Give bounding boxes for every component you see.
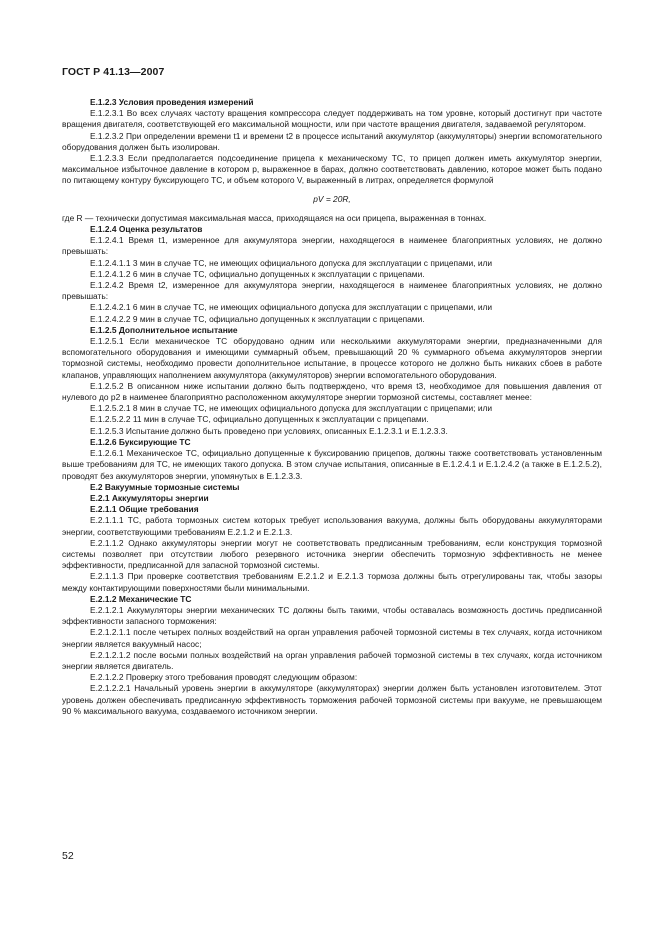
paragraph: E.2.1.2.2 Проверку этого требования проводят следующим образом: — [90, 672, 358, 683]
paragraph: где R — технически допустимая максимальная масса, приходящаяся на оси прицепа, выраженная в тоннах. — [62, 212, 487, 223]
paragraph: E.2.1.1.2 Однако аккумуляторы энергии могут не соответствовать предписанным требованиям, если конструкция тормозной системы позволяет при отсутствии любого резервного источника энергии обеспечить тормозную эффективность не менее эффективности, предписанной для запасной тормозной системы. — [62, 537, 602, 571]
document-body — [62, 97, 602, 717]
section-heading: E.2 Вакуумные тормозные системы — [90, 481, 240, 492]
paragraph: E.1.2.4.2.1 6 мин в случае ТС, не имеющих официального допуска для эксплуатации с прицепами, или — [90, 302, 493, 313]
section-heading: E.2.1.2 Механические ТС — [90, 593, 192, 604]
paragraph: E.1.2.3.2 При определении времени t1 и времени t2 в процессе испытаний аккумулятор (аккумуляторы) энергии вспомогательного оборудования должен быть изолирован. — [62, 130, 602, 152]
paragraph: E.1.2.4.1.2 6 мин в случае ТС, официально допущенных к эксплуатации с прицепами. — [90, 268, 425, 279]
section-heading: E.2.1.1 Общие требования — [90, 504, 199, 515]
paragraph: E.2.1.1.1 ТС, работа тормозных систем которых требует использования вакуума, должны быть оборудованы аккумуляторами энергии, соответствующими требованиям E.2.1.2 и E.2.1.3. — [62, 515, 602, 537]
paragraph: E.1.2.3.3 Если предполагается подсоединение прицепа к механическому ТС, то прицеп должен иметь аккумулятор энергии, максимальное избыточное давление в котором p, выраженное в барах, должно соответствовать давлению, которое может быть подано по питающему контуру буксирующего ТС, и объем которого V, выраженный в литрах, определяется формулой — [62, 153, 602, 186]
paragraph: E.1.2.5.2.1 8 мин в случае ТС, не имеющих официального допуска для эксплуатации с прицепами; или — [90, 403, 493, 414]
paragraph: E.2.1.2.1.2 после восьми полных воздействий на орган управления рабочей тормозной системы в тех случаях, когда источником энергии является двигатель. — [62, 649, 602, 671]
section-heading: E.1.2.3 Условия проведения измерений — [90, 97, 254, 107]
section-heading: E.1.2.5 Дополнительное испытание — [90, 324, 238, 335]
paragraph: E.2.1.2.2.1 Начальный уровень энергии в аккумуляторе (аккумуляторах) энергии должен быть установлен изготовителем. Этот уровень должен обеспечивать предписанную эффективность торможения рабочей тормозной системы при вакууме, не превышающем 90 % максимального вакуума, создаваемого источником энергии. — [62, 683, 602, 716]
paragraph: E.1.2.6.1 Механическое ТС, официально допущенные к буксированию прицепов, должны также соответствовать установленным выше требованиям для ТС, не имеющих такого допуска. В этом случае испытания, описанные в E.1.2.4.1 и E.1.2.4.2 (а также в E.1.2.5.2), проводят без аккумуляторов энергии, упомянутых в E.1.2.3.3. — [62, 448, 602, 481]
paragraph: E.2.1.2.1.1 после четырех полных воздействий на орган управления рабочей тормозной системы в тех случаях, когда источником энергии является вакуумный насос; — [62, 627, 602, 649]
paragraph: E.1.2.5.2.2 11 мин в случае ТС, официально допущенных к эксплуатации с прицепами. — [90, 414, 429, 425]
paragraph: E.1.2.5.3 Испытание должно быть проведено при условиях, описанных E.1.2.3.1 и E.1.2.3.3. — [90, 425, 448, 436]
paragraph: E.1.2.4.1.1 3 мин в случае ТС, не имеющих официального допуска для эксплуатации с прицепами, или — [90, 257, 493, 268]
formula: pV = 20R, — [313, 193, 351, 204]
paragraph: E.2.1.2.1 Аккумуляторы энергии механических ТС должны быть такими, чтобы оставалась возможность достичь предписанной эффективности запасного торможения: — [62, 604, 602, 627]
section-heading: E.2.1 Аккумуляторы энергии — [90, 492, 209, 503]
section-heading: E.1.2.4 Оценка результатов — [90, 224, 203, 235]
document-header: ГОСТ Р 41.13—2007 — [62, 66, 165, 78]
paragraph: E.2.1.1.3 При проверке соответствия требованиям E.2.1.2 и E.2.1.3 тормоза должны быть отрегулированы так, чтобы зазоры между контактирующими поверхностями были минимальными. — [62, 571, 602, 593]
page-number: 52 — [62, 850, 74, 862]
paragraph: E.1.2.3.1 Во всех случаях частоту вращения компрессора следует поддерживать на том уровне, который достигнут при частоте вращения двигателя, соответствующей его максимальной мощности, или при частоте вращения двигателя, задаваемой регулятором. — [62, 108, 602, 130]
paragraph: E.1.2.5.1 Если механическое ТС оборудовано одним или несколькими аккумуляторами энергии, предназначенными для вспомогательного оборудования и имеющими суммарный объем, превышающий 20 % суммарного объема аккумуляторов энергии тормозной системы, необходимо провести дополнительное испытание, в процессе которого не должно быть никаких сбоев в работе клапанов, управляющих наполнением аккумулятора (аккумуляторов) энергии вспомогательного оборудования. — [62, 336, 602, 380]
paragraph: E.1.2.4.1 Время t1, измеренное для аккумулятора энергии, находящегося в наименее благоприятных условиях, не должно превышать: — [62, 235, 602, 257]
paragraph: E.1.2.4.2.2 9 мин в случае ТС, официально допущенных к эксплуатации с прицепами. — [90, 313, 425, 324]
paragraph: E.1.2.5.2 В описанном ниже испытании должно быть подтверждено, что время t3, необходимое для повышения давления от нулевого до p2 в наименее благоприятно расположенном аккумуляторе энергии тормозной системы, составляет менее: — [62, 380, 602, 403]
section-heading: E.1.2.6 Буксирующие ТС — [90, 436, 191, 447]
paragraph: E.1.2.4.2 Время t2, измеренное для аккумулятора энергии, находящегося в наименее благоприятных условиях, не должно превышать: — [62, 280, 602, 302]
